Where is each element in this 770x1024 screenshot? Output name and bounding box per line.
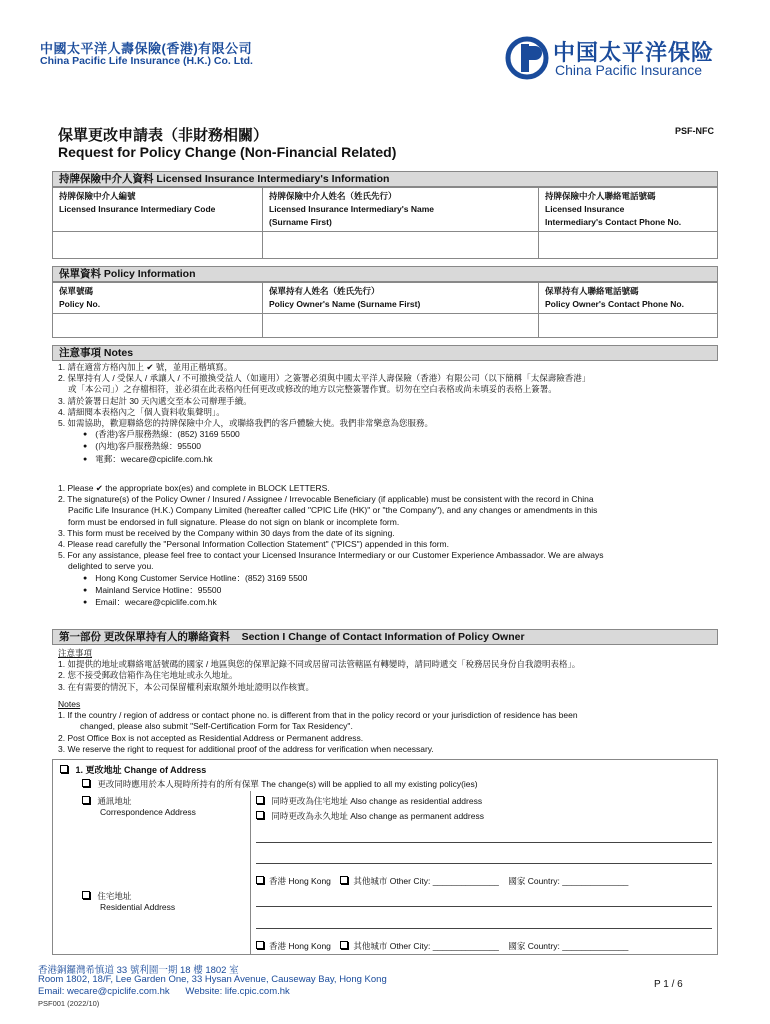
intermediary-code-field[interactable] xyxy=(53,232,263,259)
intermediary-name-field[interactable] xyxy=(263,232,539,259)
intermediary-phone-field[interactable] xyxy=(539,232,718,259)
residential-checkbox[interactable] xyxy=(82,891,90,899)
policy-owner-phone-field[interactable] xyxy=(539,314,718,338)
notes-section-title: 注意事項 Notes xyxy=(52,345,718,361)
footer-address-en: Room 1802, 18/F, Lee Garden One, 33 Hysan Avenue, Causeway Bay, Hong Kong xyxy=(38,974,387,985)
company-name-en: China Pacific Life Insurance (H.K.) Co. Ltd. xyxy=(40,55,253,67)
form-title-cn: 保單更改申請表（非財務相關） xyxy=(58,127,269,144)
intermediary-code-header: 持牌保險中介人編號 Licensed Insurance Intermediary Code xyxy=(53,188,263,232)
page-number: P 1 / 6 xyxy=(654,979,683,990)
cpic-logo-icon xyxy=(505,36,549,80)
intermediary-phone-header: 持牌保險中介人聯絡電話號碼 Licensed Insurance Intermediary's Contact Phone No. xyxy=(539,188,718,232)
section1-notes-cn: 注意事項 1. 如提供的地址或聯絡電話號碼的國家 / 地區與您的保單記錄不同或居留司法管轄區有轉變時，請同時遞交「稅務居民身份自我證明表格」。 2. 您不接受郵政信箱作為住宅地址或永久地址。 3. 在有需要的情況下，本公司保留權利索取額外地址證明以作核實。 xyxy=(58,648,581,692)
residential-country[interactable]: 國家 Country: ______________ xyxy=(508,941,629,951)
residential-other-city-checkbox[interactable] xyxy=(340,941,348,949)
residential-address-option[interactable]: 住宅地址 Residential Address xyxy=(82,890,175,912)
form-title-en: Request for Policy Change (Non-Financial Related) xyxy=(58,144,397,160)
section1-title: 第一部份 更改保單持有人的聯絡資料 Section I Change of Contact Information of Policy Owner xyxy=(52,629,718,645)
correspondence-address-option[interactable]: 通訊地址 Correspondence Address xyxy=(82,795,196,817)
change-address-checkbox[interactable] xyxy=(60,765,68,773)
intermediary-section-title: 持牌保險中介人資料 Licensed Insurance Intermediary's Information xyxy=(52,171,718,187)
policy-no-field[interactable] xyxy=(53,314,263,338)
correspondence-country[interactable]: 國家 Country: ______________ xyxy=(508,876,629,886)
also-permanent-option[interactable]: 同時更改為永久地址 Also change as permanent address xyxy=(256,810,484,822)
company-name-cn: 中國太平洋人壽保險(香港)有限公司 xyxy=(40,41,253,56)
residential-location-row: 香港 Hong Kong 其他城市 Other City: ______________ 國家 Country: ______________ xyxy=(256,940,628,952)
correspondence-line-2[interactable] xyxy=(256,863,712,864)
footer-contact: Email: wecare@cpiclife.com.hk Website: life.cpic.com.hk xyxy=(38,986,290,997)
form-code: PSF-NFC xyxy=(675,126,714,136)
brand-name-cn: 中国太平洋保险 xyxy=(553,40,715,65)
correspondence-checkbox[interactable] xyxy=(82,796,90,804)
also-residential-option[interactable]: 同時更改為住宅地址 Also change as residential address xyxy=(256,795,482,807)
correspondence-hk-checkbox[interactable] xyxy=(256,876,264,884)
correspondence-line-1[interactable] xyxy=(256,842,712,843)
section1-notes-en: Notes 1. If the country / region of address or contact phone no. is different from that in the policy record or your jurisdiction of residence has been changed, please also submit "Self-Certification Form for Tax Residency". 2. Post Office Box is not accepted as Residential Address or Permanent address. 3. We reserve the right to request for additional proof of the address for verification when necessary. xyxy=(58,699,578,754)
notes-en: 1. Please ✔ the appropriate box(es) and complete in BLOCK LETTERS. 2. The signature(s) of the Policy Owner / Insured / Assignee / Irrevocable Beneficiary (if applicable) must be consistent with the record in China Pacific Life Insurance (H.K.) Company Limited (hereafter called "CPIC Life (HK)" or "the Company"), and any changes or amendments in this form must be endorsed in full signature. Please do not sign on blank or incomplete form. 3. This form must be received by the Company within 30 days from the date of its signing. 4. Please read carefully the "Personal Information Collection Statement" ("PICS") appended in this form. 5. For any assistance, please feel free to contact your Licensed Insurance Intermediary or our Customer Experience Ambassador. We are always delighted to serve you. ● Hong Kong Customer Service Hotline：(852) 3169 5500 ● Mainland Service Hotline：95500 ● Email：wecare@cpiclife.com.hk xyxy=(58,483,718,609)
also-permanent-checkbox[interactable] xyxy=(256,811,264,819)
policy-owner-name-header: 保單持有人姓名（姓氏先行） Policy Owner's Name (Surname First) xyxy=(263,283,539,314)
policy-owner-name-field[interactable] xyxy=(263,314,539,338)
change-address-option[interactable]: 1. 更改地址 Change of Address xyxy=(60,763,206,776)
correspondence-other-city-checkbox[interactable] xyxy=(340,876,348,884)
footer-address-cn: 香港銅鑼灣希慎道 33 號利園一期 18 樓 1802 室 xyxy=(38,965,239,976)
policy-owner-phone-header: 保單持有人聯絡電話號碼 Policy Owner's Contact Phone No. xyxy=(539,283,718,314)
policy-no-header: 保單號碼 Policy No. xyxy=(53,283,263,314)
column-divider xyxy=(250,791,251,955)
residential-line-2[interactable] xyxy=(256,928,712,929)
residential-line-1[interactable] xyxy=(256,906,712,907)
correspondence-location-row: 香港 Hong Kong 其他城市 Other City: ______________ 國家 Country: ______________ xyxy=(256,875,628,887)
apply-all-policies-option[interactable]: 更改同時應用於本人現時所持有的所有保單 The change(s) will be applied to all my existing policy(ies) xyxy=(82,778,478,790)
intermediary-table xyxy=(52,187,718,259)
apply-all-checkbox[interactable] xyxy=(82,779,90,787)
intermediary-name-header: 持牌保險中介人姓名（姓氏先行） Licensed Insurance Intermediary's Name (Surname First) xyxy=(263,188,539,232)
form-reference: PSF001 (2022/10) xyxy=(38,999,100,1008)
policy-section-title: 保單資料 Policy Information xyxy=(52,266,718,282)
also-residential-checkbox[interactable] xyxy=(256,796,264,804)
notes-cn: 1. 請在適當方格內加上 ✔ 號，並用正楷填寫。 2. 保單持有人 / 受保人 / 承讓人 / 不可撤換受益人（如適用）之簽署必須與中國太平洋人壽保險（香港）有限公司（以下簡稱「太保壽險香港」 或「本公司」）之存檔相符，並必須在此表格內任何更改或修改的地方以完整簽署作實。切勿在空白表格或尚未填妥的表格上簽署。 3. 請於簽署日起計 30 天內遞交至本公司辦理手續。 4. 請細閱本表格內之「個人資料收集聲明」。 5. 如需協助，歡迎聯絡您的持牌保險中介人，或聯絡我們的客戶體驗大使。我們非常樂意為您服務。 ● (香港)客戶服務熱線：(852) 3169 5500 ● (內地)客戶服務熱線：95500 ● 電郵：wecare@cpiclife.com.hk xyxy=(58,362,718,466)
policy-table xyxy=(52,282,718,338)
brand-name-en: China Pacific Insurance xyxy=(555,62,703,78)
residential-hk-checkbox[interactable] xyxy=(256,941,264,949)
